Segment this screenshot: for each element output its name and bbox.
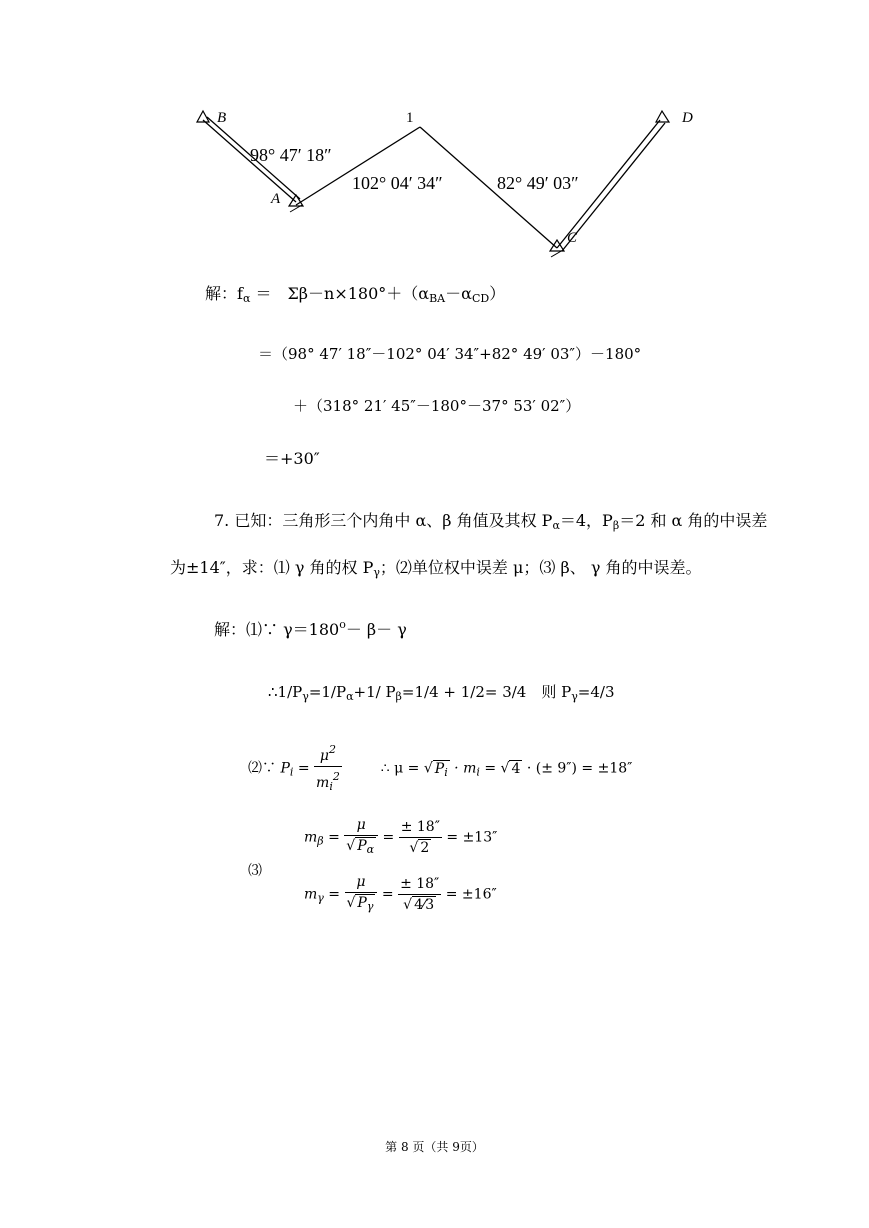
angle-A-value: 98° 47′ 18″ — [250, 145, 332, 165]
label-A: A — [271, 191, 281, 207]
label-C: C — [567, 230, 578, 246]
solution2-step4-label: ⑶ — [248, 863, 262, 879]
solution1-line4: ＝+30″ — [264, 449, 320, 468]
problem7-line2: 为±14″，求：⑴ γ 角的权 $P_\gamma$；⑵单位权中误差 μ；⑶ β、 γ 角的中误差。 — [170, 558, 702, 579]
solution1-line1: 解：$f_\alpha$ ＝ $\Sigma\beta-n\times 180^\circ+(\alpha_{BA}-\alpha_{CD})$ — [205, 284, 506, 305]
label-B: B — [217, 110, 227, 126]
m-beta-formula: $m_\beta$ = $\frac{\mu}{√ P_\alpha}$ = $\frac{\pm 18''}{√ 2}$ = ±13″ — [304, 817, 498, 856]
m-gamma-formula: $m_\gamma$ = $\frac{\mu}{√ P_\gamma}$ = $\frac{\pm 18''}{√ 4⁄3}$ = ±16″ — [304, 874, 497, 913]
label-D: D — [682, 110, 693, 126]
problem7-line1: 7. 已知：三角形三个内角中 α、β 角值及其权 $P_\alpha=4$，$P_\beta=2$ 和 α 角的中误差 — [214, 511, 768, 532]
solution2-step2: $\therefore 1/P_\gamma=1/P_\alpha+1/$ $P_\beta=1/4 + 1/2= 3/4$ 则 $P_\gamma=4/3$ — [268, 683, 615, 703]
solution1-line2: ＝（98° 47′ 18″－102° 04′ 34″+82° 49′ 03″）－180° — [258, 345, 642, 363]
solution2-step3: ⑵∵ $P_i$ = $\frac{\mu^2}{m_i^2}$ ∴ μ = √ $P_i \cdot m_i$ = √ 4 · (± 9″) = ±18″ — [248, 740, 632, 797]
solution1-line3: ＋（318° 21′ 45″－180°－37° 53′ 02″） — [293, 397, 581, 415]
angle-1-value: 102° 04′ 34″ — [352, 173, 443, 193]
solution2-step1: 解：⑴∵ $\gamma=180^o- \beta- \gamma$ — [214, 618, 407, 639]
angle-C-value: 82° 49′ 03″ — [497, 173, 579, 193]
page-footer: 第 8 页（共 9页） — [385, 1140, 484, 1154]
traverse-diagram — [0, 0, 869, 270]
station-D-triangle-icon — [656, 111, 669, 122]
label-1: 1 — [406, 110, 414, 126]
